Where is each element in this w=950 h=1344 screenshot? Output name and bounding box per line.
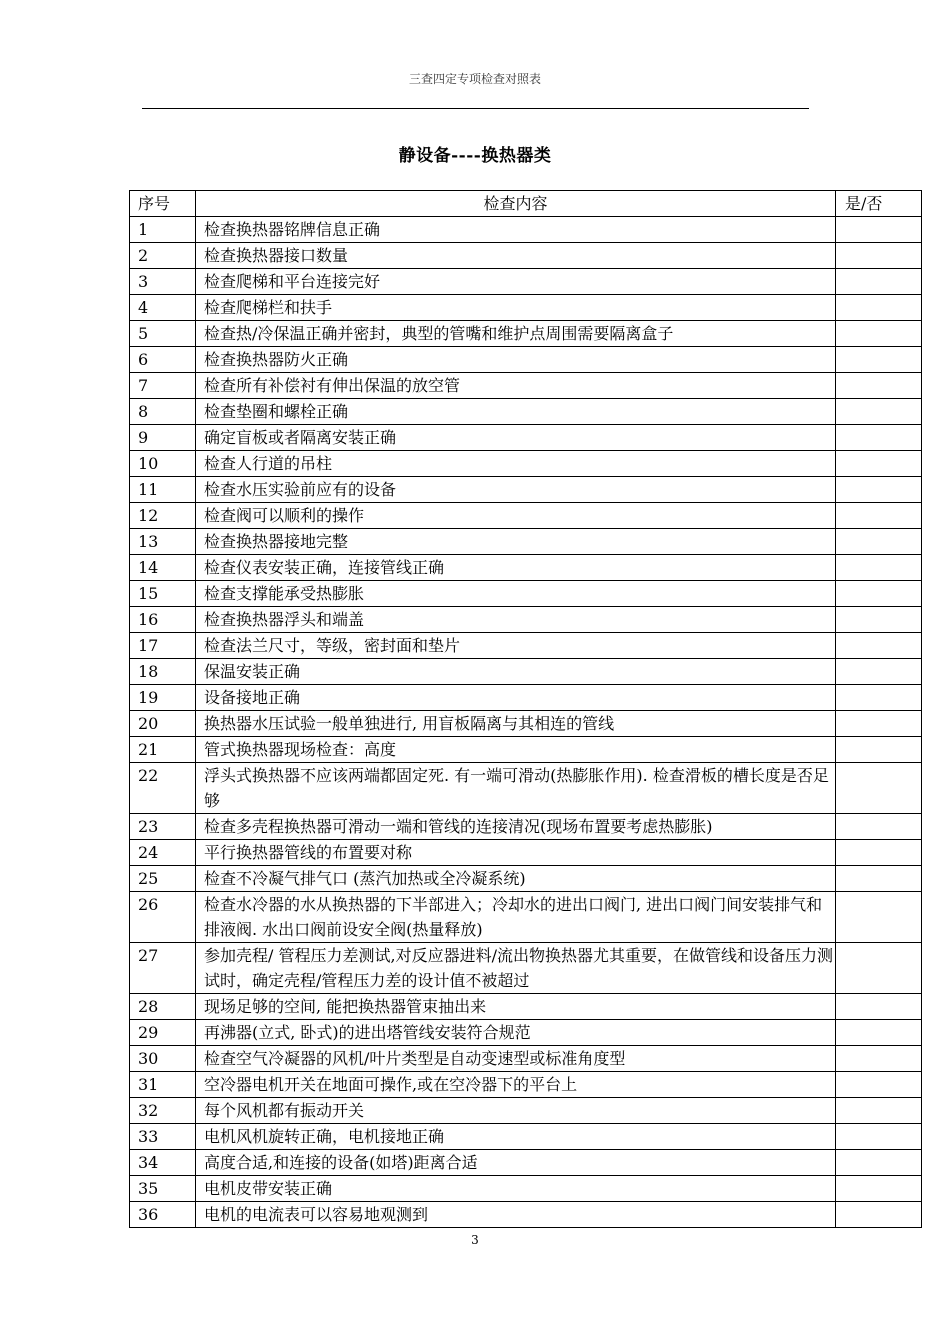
row-result-cell[interactable] [836, 373, 922, 399]
row-result-cell[interactable] [836, 295, 922, 321]
column-header-number: 序号 [130, 191, 196, 217]
row-content: 保温安装正确 [196, 659, 836, 685]
table-header-row [130, 191, 922, 217]
table-row [130, 529, 922, 555]
row-number: 13 [130, 529, 196, 555]
row-result-cell[interactable] [836, 1072, 922, 1098]
row-content: 检查不冷凝气排气口 (蒸汽加热或全冷凝系统) [196, 866, 836, 892]
row-result-cell[interactable] [836, 399, 922, 425]
table-row [130, 1072, 922, 1098]
table-row [130, 217, 922, 243]
table-row [130, 425, 922, 451]
row-content: 检查垫圈和螺栓正确 [196, 399, 836, 425]
row-number: 3 [130, 269, 196, 295]
row-number: 10 [130, 451, 196, 477]
row-result-cell[interactable] [836, 1020, 922, 1046]
table-row [130, 685, 922, 711]
table-row [130, 1124, 922, 1150]
row-number: 26 [130, 892, 196, 943]
row-content: 检查支撑能承受热膨胀 [196, 581, 836, 607]
table-row [130, 321, 922, 347]
row-content: 参加壳程/ 管程压力差测试,对反应器进料/流出物换热器尤其重要，在做管线和设备压力测试时，确定壳程/管程压力差的设计值不被超过 [196, 943, 836, 994]
row-content: 空冷器电机开关在地面可操作,或在空冷器下的平台上 [196, 1072, 836, 1098]
row-number: 24 [130, 840, 196, 866]
row-content: 检查爬梯和平台连接完好 [196, 269, 836, 295]
table-row [130, 866, 922, 892]
column-header-content: 检查内容 [196, 191, 836, 217]
row-result-cell[interactable] [836, 451, 922, 477]
table-row [130, 503, 922, 529]
row-number: 34 [130, 1150, 196, 1176]
row-result-cell[interactable] [836, 1098, 922, 1124]
table-row [130, 892, 922, 943]
row-number: 16 [130, 607, 196, 633]
row-number: 15 [130, 581, 196, 607]
row-number: 27 [130, 943, 196, 994]
row-number: 25 [130, 866, 196, 892]
section-title: 静设备----换热器类 [398, 146, 552, 166]
row-content: 检查换热器接地完整 [196, 529, 836, 555]
table-row [130, 269, 922, 295]
row-content: 检查仪表安装正确，连接管线正确 [196, 555, 836, 581]
row-number: 32 [130, 1098, 196, 1124]
row-result-cell[interactable] [836, 814, 922, 840]
row-result-cell[interactable] [836, 943, 922, 994]
row-number: 5 [130, 321, 196, 347]
row-number: 20 [130, 711, 196, 737]
table-body [130, 217, 922, 1228]
row-result-cell[interactable] [836, 659, 922, 685]
row-result-cell[interactable] [836, 555, 922, 581]
row-number: 35 [130, 1176, 196, 1202]
row-number: 1 [130, 217, 196, 243]
row-number: 6 [130, 347, 196, 373]
table-row [130, 451, 922, 477]
row-result-cell[interactable] [836, 347, 922, 373]
row-result-cell[interactable] [836, 607, 922, 633]
row-result-cell[interactable] [836, 1176, 922, 1202]
row-number: 21 [130, 737, 196, 763]
row-number: 28 [130, 994, 196, 1020]
row-content: 检查换热器浮头和端盖 [196, 607, 836, 633]
table-row [130, 607, 922, 633]
table-row [130, 633, 922, 659]
row-content: 检查换热器接口数量 [196, 243, 836, 269]
table-row [130, 1202, 922, 1228]
row-content: 设备接地正确 [196, 685, 836, 711]
row-content: 管式换热器现场检查：高度 [196, 737, 836, 763]
row-content: 现场足够的空间, 能把换热器管束抽出来 [196, 994, 836, 1020]
row-result-cell[interactable] [836, 840, 922, 866]
column-header-result: 是/否 [836, 191, 922, 217]
row-result-cell[interactable] [836, 866, 922, 892]
table-row [130, 295, 922, 321]
row-result-cell[interactable] [836, 529, 922, 555]
table-row [130, 347, 922, 373]
table-row [130, 373, 922, 399]
page-number: 3 [471, 1233, 479, 1247]
table-row [130, 1150, 922, 1176]
table-row [130, 943, 922, 994]
row-content: 检查空气冷凝器的风机/叶片类型是自动变速型或标准角度型 [196, 1046, 836, 1072]
row-result-cell[interactable] [836, 503, 922, 529]
row-number: 17 [130, 633, 196, 659]
table-row [130, 243, 922, 269]
row-content: 每个风机都有振动开关 [196, 1098, 836, 1124]
row-result-cell[interactable] [836, 1046, 922, 1072]
row-content: 电机的电流表可以容易地观测到 [196, 1202, 836, 1228]
row-result-cell[interactable] [836, 994, 922, 1020]
row-number: 7 [130, 373, 196, 399]
row-result-cell[interactable] [836, 321, 922, 347]
row-content: 检查爬梯栏和扶手 [196, 295, 836, 321]
table-row [130, 737, 922, 763]
row-result-cell[interactable] [836, 217, 922, 243]
table-row [130, 1176, 922, 1202]
row-content: 检查人行道的吊柱 [196, 451, 836, 477]
table-row [130, 1098, 922, 1124]
row-number: 2 [130, 243, 196, 269]
row-number: 18 [130, 659, 196, 685]
row-number: 12 [130, 503, 196, 529]
row-content: 浮头式换热器不应该两端都固定死. 有一端可滑动(热膨胀作用). 检查滑板的槽长度是否足够 [196, 763, 836, 814]
row-result-cell[interactable] [836, 425, 922, 451]
row-content: 检查阀可以顺利的操作 [196, 503, 836, 529]
row-result-cell[interactable] [836, 477, 922, 503]
table-row [130, 477, 922, 503]
row-result-cell[interactable] [836, 633, 922, 659]
row-number: 33 [130, 1124, 196, 1150]
table-row [130, 711, 922, 737]
row-content: 高度合适,和连接的设备(如塔)距离合适 [196, 1150, 836, 1176]
row-number: 9 [130, 425, 196, 451]
checklist-table [129, 190, 922, 1228]
row-number: 22 [130, 763, 196, 814]
row-content: 检查多壳程换热器可滑动一端和管线的连接清况(现场布置要考虑热膨胀) [196, 814, 836, 840]
row-result-cell[interactable] [836, 243, 922, 269]
row-number: 11 [130, 477, 196, 503]
row-result-cell[interactable] [836, 763, 922, 814]
row-content: 检查所有补偿衬有伸出保温的放空管 [196, 373, 836, 399]
row-content: 平行换热器管线的布置要对称 [196, 840, 836, 866]
row-content: 检查换热器防火正确 [196, 347, 836, 373]
row-result-cell[interactable] [836, 711, 922, 737]
table-row [130, 1046, 922, 1072]
row-number: 19 [130, 685, 196, 711]
table-row [130, 1020, 922, 1046]
header-rule [142, 108, 809, 109]
row-content: 电机风机旋转正确，电机接地正确 [196, 1124, 836, 1150]
row-number: 4 [130, 295, 196, 321]
row-content: 检查换热器铭牌信息正确 [196, 217, 836, 243]
row-content: 检查水压实验前应有的设备 [196, 477, 836, 503]
table-row [130, 399, 922, 425]
row-content: 检查热/冷保温正确并密封，典型的管嘴和维护点周围需要隔离盒子 [196, 321, 836, 347]
row-result-cell[interactable] [836, 1150, 922, 1176]
row-result-cell[interactable] [836, 269, 922, 295]
row-number: 31 [130, 1072, 196, 1098]
row-content: 检查水冷器的水从换热器的下半部进入；冷却水的进出口阀门, 进出口阀门间安装排气和排液阀. 水出口阀前设安全阀(热量释放) [196, 892, 836, 943]
row-result-cell[interactable] [836, 892, 922, 943]
table-row [130, 994, 922, 1020]
table-row [130, 581, 922, 607]
row-content: 确定盲板或者隔离安装正确 [196, 425, 836, 451]
row-number: 23 [130, 814, 196, 840]
row-content: 电机皮带安装正确 [196, 1176, 836, 1202]
table-row [130, 814, 922, 840]
row-number: 8 [130, 399, 196, 425]
row-result-cell[interactable] [836, 737, 922, 763]
row-number: 29 [130, 1020, 196, 1046]
table-row [130, 763, 922, 814]
table-row [130, 555, 922, 581]
table-row [130, 840, 922, 866]
row-number: 30 [130, 1046, 196, 1072]
header-title: 三查四定专项检查对照表 [408, 72, 541, 86]
row-result-cell[interactable] [836, 1202, 922, 1228]
table-row [130, 659, 922, 685]
row-result-cell[interactable] [836, 1124, 922, 1150]
row-content: 换热器水压试验一般单独进行, 用盲板隔离与其相连的管线 [196, 711, 836, 737]
row-number: 14 [130, 555, 196, 581]
row-number: 36 [130, 1202, 196, 1228]
row-content: 再沸器(立式, 卧式)的进出塔管线安装符合规范 [196, 1020, 836, 1046]
row-content: 检查法兰尺寸，等级，密封面和垫片 [196, 633, 836, 659]
row-result-cell[interactable] [836, 581, 922, 607]
row-result-cell[interactable] [836, 685, 922, 711]
